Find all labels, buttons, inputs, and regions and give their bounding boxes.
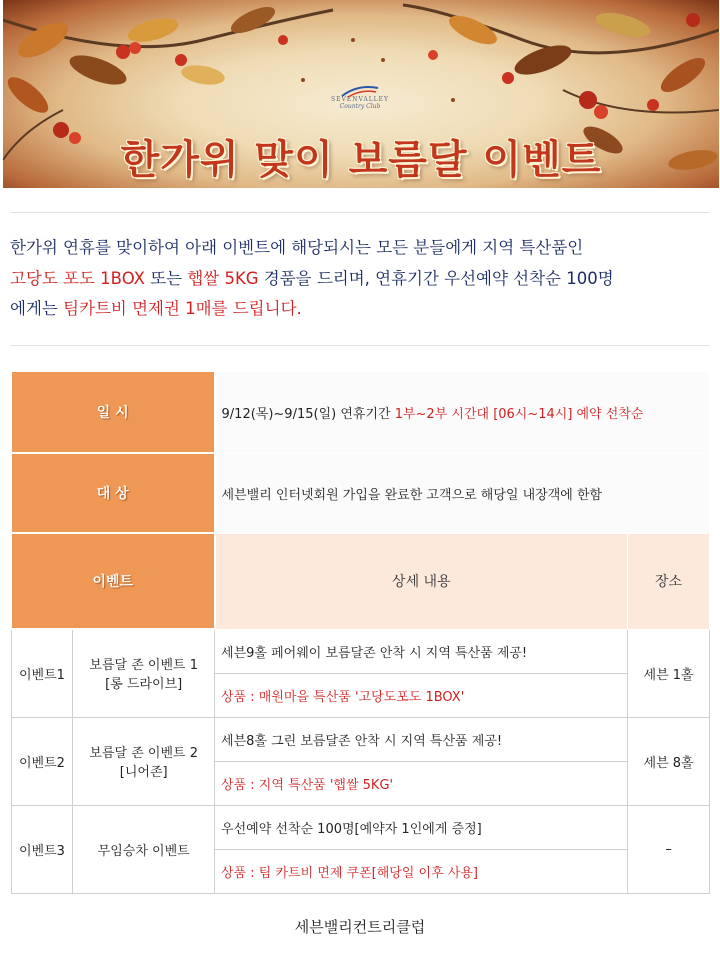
date-text: 9/12(목)~9/15(일) 연휴기간 xyxy=(221,406,395,422)
club-logo xyxy=(325,82,395,122)
date-label: 일 시 xyxy=(11,371,215,453)
target-label: 대 상 xyxy=(11,453,215,533)
divider xyxy=(10,345,710,346)
event-place: – xyxy=(628,805,710,893)
logo-subtext: Country Club xyxy=(339,103,381,110)
date-value xyxy=(215,371,710,453)
intro-or: 또는 xyxy=(144,268,188,288)
autumn-banner xyxy=(3,0,719,188)
intro-paragraph xyxy=(10,233,710,325)
prize-rice: 햅쌀 5KG xyxy=(187,268,259,288)
banner-title: 한가위 맞이 보름달 이벤트 xyxy=(120,137,602,183)
swoosh-icon xyxy=(340,84,380,98)
intro-line-3-start: 에게는 xyxy=(10,299,64,318)
prize-grape: 고당도 포도 1BOX xyxy=(10,268,145,288)
event-name xyxy=(73,629,215,717)
footer-club-name: 세븐밸리컨트리클럽 xyxy=(294,918,426,936)
event-place: 세븐 1홀 xyxy=(628,629,710,717)
event-name-sub: [롱 드라이브] xyxy=(105,677,183,693)
date-highlight: 1부~2부 시간대 [06시~14시] 예약 선착순 xyxy=(394,406,644,422)
intro-line-2-rest: 경품을 드리며, 연휴기간 우선예약 선착순 100명 xyxy=(258,268,614,288)
event-name: 무임승차 이벤트 xyxy=(73,805,215,893)
event-detail: 우선예약 선착순 100명[예약자 1인에게 증정] xyxy=(215,805,628,849)
logo-text: SEVENVALLEY xyxy=(330,96,390,103)
detail-column-header: 상세 내용 xyxy=(215,533,628,629)
event-name-line: 보름달 존 이벤트 2 xyxy=(89,746,198,761)
table-row-date xyxy=(11,371,710,453)
table-row xyxy=(11,805,710,849)
event-prize: 상품 : 지역 특산품 '햅쌀 5KG' xyxy=(215,761,628,805)
event-id: 이벤트2 xyxy=(11,717,73,805)
event-name xyxy=(73,717,215,805)
event-column-header: 이벤트 xyxy=(11,533,215,629)
table-header-row xyxy=(11,533,710,629)
event-detail: 세븐8홀 그린 보름달존 안착 시 지역 특산품 제공! xyxy=(215,717,628,761)
table-row xyxy=(11,629,710,673)
divider xyxy=(10,212,710,213)
event-prize: 상품 : 매원마을 특산품 '고당도포도 1BOX' xyxy=(215,673,628,717)
target-value: 세븐밸리 인터넷회원 가입을 완료한 고객으로 해당일 내장객에 한함 xyxy=(215,453,710,533)
event-id: 이벤트1 xyxy=(11,629,73,717)
intro-line-1: 한가위 연휴를 맞이하여 아래 이벤트에 해당되시는 모든 분들에게 지역 특산품인 xyxy=(10,238,584,257)
event-name-line: 보름달 존 이벤트 1 xyxy=(89,658,198,674)
event-place: 세븐 8홀 xyxy=(628,717,710,805)
event-id: 이벤트3 xyxy=(11,805,73,893)
intro-line-2 xyxy=(10,264,710,295)
table-row-target xyxy=(11,453,710,533)
intro-line-3 xyxy=(10,294,710,325)
event-detail: 세븐9홀 페어웨이 보름달존 안착 시 지역 특산품 제공! xyxy=(215,629,628,673)
event-table xyxy=(10,370,710,894)
place-column-header: 장소 xyxy=(628,533,710,629)
prize-cart-fee: 팀카트비 면제권 1매를 드립니다. xyxy=(63,299,302,318)
event-prize: 상품 : 팀 카트비 면제 쿠폰[해당일 이후 사용] xyxy=(215,849,628,893)
table-row xyxy=(11,717,710,761)
event-name-sub: [니어존] xyxy=(119,765,168,780)
